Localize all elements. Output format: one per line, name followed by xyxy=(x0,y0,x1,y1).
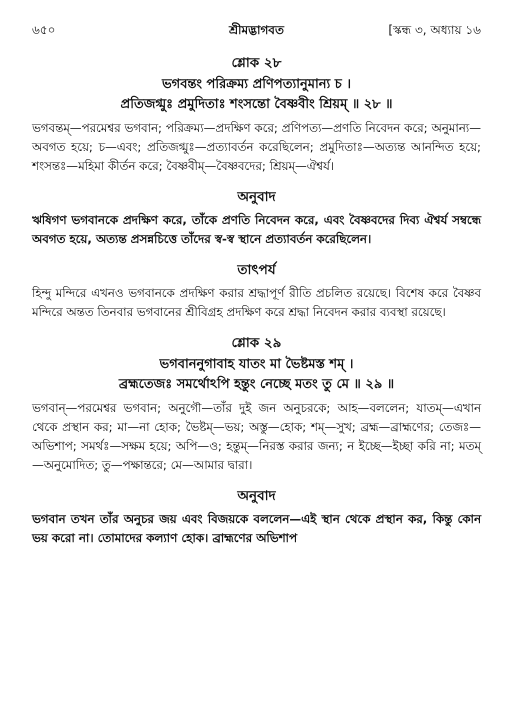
verse-28-line-2: প্রতিজগ্মুঃ প্রমুদিতাঃ শংসন্তো বৈষ্ণবীং শ্রিয়ম্ ॥ ২৮ ॥ xyxy=(120,97,393,112)
translation-heading-29: অনুবাদ xyxy=(237,488,276,504)
purport-text: হিন্দু মন্দিরে এখনও ভগবানকে প্রদক্ষিণ করার শ্রদ্ধাপূর্ণ রীতি প্রচলিত রয়েছে। বিশেষ করে বৈষ্ণব মন্দিরে অন্তত তিনবার ভগবানের শ্রীবিগ্রহ প্রদক্ষিণ করে শ্রদ্ধা নিবেদন করার ব্যবস্থা রয়েছে। xyxy=(32,286,481,319)
word-meanings-29: ভগবান্—পরমেশ্বর ভগবান; অনুগৌ—তাঁর দুই জন অনুচরকে; আহ—বললেন; যাতম্—এখান থেকে প্রস্থান কর; মা—না হোক; ভৈষ্টম্—ভয়; অস্তু—হোক; শম্—সুখ; ব্রহ্ম—ব্রাহ্মণের; তেজঃ—অভিশাপ; সমর্থঃ—সক্ষম হয়ে; অপি—ও; হন্তুম্—নিরস্ত করার জন্য; ন ইচ্ছে—ইচ্ছা করি না; মতম্—অনুমোদিত; তু—পক্ষান্তরে; মে—আমার দ্বারা। xyxy=(32,401,481,472)
purport-heading: তাৎপর্য xyxy=(237,262,276,278)
sloka-heading-29: শ্লোক ২৯ xyxy=(231,335,282,351)
page-header xyxy=(32,22,481,42)
chapter-reference: [স্কন্ধ ৩, অধ্যায় ১৬ xyxy=(388,23,481,37)
translation-29: ভগবান তখন তাঁর অনুচর জয় এবং বিজয়কে বললেন—এই স্থান থেকে প্রস্থান কর, কিন্তু কোন ভয় করো না। তোমাদের কল্যাণ হোক। ব্রাহ্মণের অভিশাপ xyxy=(32,512,481,545)
translation-28: ঋষিগণ ভগবানকে প্রদক্ষিণ করে, তাঁকে প্রণতি নিবেদন করে, এবং বৈষ্ণবদের দিব্য ঐশ্বর্য সম্বন্ধে অবগত হয়ে, অত্যন্ত প্রসন্নচিত্তে তাঁদের স্ব-স্ব স্থানে প্রত্যাবর্তন করেছিলেন। xyxy=(32,213,481,246)
word-meanings-28: ভগবন্তম্—পরমেশ্বর ভগবান; পরিক্রম্য—প্রদক্ষিণ করে; প্রণিপত্য—প্রণতি নিবেদন করে; অনুমান্য—অবগত হয়ে; চ—এবং; প্রতিজগ্মুঃ—প্রত্যাবর্তন করেছিলেন; প্রমুদিতাঃ—অত্যন্ত আনন্দিত হয়ে; শংসন্তঃ—মহিমা কীর্তন করে; বৈষ্ণবীম্—বৈষ্ণবদের; শ্রিয়ম্—ঐশ্বর্য। xyxy=(32,121,481,173)
sloka-heading-28: শ্লোক ২৮ xyxy=(231,55,282,71)
page-number: ৬৫০ xyxy=(32,23,56,37)
verse-28-line-1: ভগবন্তং পরিক্রম্য প্রণিপত্যানুমান্য চ । xyxy=(162,77,351,92)
book-title: শ্রীমদ্ভাগবত xyxy=(228,23,284,37)
verse-29-line-1: ভগবাননুগাবাহ যাতং মা ভৈষ্টমস্ত শম্ । xyxy=(159,357,354,372)
translation-heading-28: অনুবাদ xyxy=(237,189,276,205)
verse-29-line-2: ব্রহ্মতেজঃ সমর্থোঽপি হন্তুং নেচ্ছে মতং তু মে ॥ ২৯ ॥ xyxy=(118,377,395,392)
